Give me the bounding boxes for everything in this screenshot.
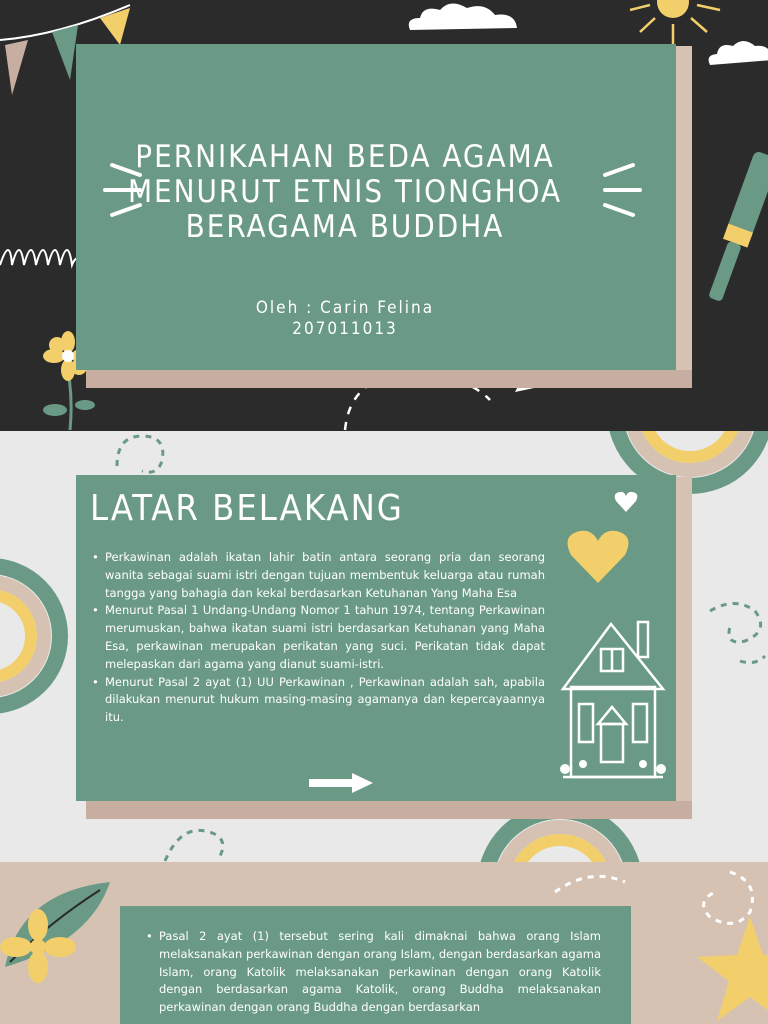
title-line: PERNIKAHAN BEDA AGAMA bbox=[135, 139, 555, 175]
arrow-right-icon bbox=[307, 771, 377, 795]
heart-icon bbox=[614, 491, 638, 513]
list-item: • Menurut Pasal 2 ayat (1) UU Perkawinan , Perkawinan adalah sah, apabila dilakukan menurut hukum masing-masing agamanya dan kepercayaannya itu. bbox=[90, 674, 545, 727]
title-line: MENURUT ETNIS TIONGHOA bbox=[127, 174, 563, 210]
dashed-swirl bbox=[112, 431, 172, 481]
chalk-squiggle bbox=[0, 235, 80, 275]
rainbow-decoration bbox=[0, 541, 80, 741]
list-item: • Menurut Pasal 1 Undang-Undang Nomor 1 tahun 1974, tentang Perkawinan merumuskan, bahwa ikatan suami istri berdasarkan Ketuhanan yang Maha Esa, perkawinan merupakan perikatan yang suci. Perikatan tidak dapat melepaskan dari agama yang dianut suami-istri. bbox=[90, 602, 545, 673]
dashed-swirl bbox=[550, 862, 630, 902]
flower-icon bbox=[0, 907, 80, 987]
bullet-list bbox=[90, 549, 545, 727]
author-name: Oleh : Carin Felina bbox=[255, 298, 435, 318]
bullet-list bbox=[144, 928, 601, 1017]
presentation-title bbox=[80, 140, 610, 245]
house-icon bbox=[553, 619, 673, 784]
cloud-icon bbox=[405, 0, 525, 40]
background-slide bbox=[0, 431, 768, 862]
student-id: 207011013 bbox=[292, 319, 398, 339]
author-block bbox=[80, 298, 610, 340]
title-slide bbox=[0, 0, 768, 431]
dashed-swirl bbox=[160, 816, 250, 862]
star-icon bbox=[695, 917, 768, 1024]
pencil-icon bbox=[705, 150, 768, 320]
list-item: • Perkawinan adalah ikatan lahir batin antara seorang pria dan seorang wanita sebagai suami istri dengan tujuan membentuk keluarga atau rumah tangga yang bahagia dan kekal berdasarkan Ketuhanan Yang Maha Esa bbox=[90, 549, 545, 602]
heart-icon bbox=[566, 527, 630, 585]
title-line: BERAGAMA BUDDHA bbox=[185, 209, 505, 245]
dashed-swirl bbox=[700, 591, 768, 671]
continuation-slide bbox=[0, 862, 768, 1024]
section-heading: LATAR BELAKANG bbox=[90, 488, 404, 529]
list-item: • Pasal 2 ayat (1) tersebut sering kali dimaknai bahwa orang Islam melaksanakan perkawinan dengan orang Islam, dengan berdasarkan agama Islam, orang Katolik melaksanakan perkawinan dengan orang Katolik dengan berdasarkan agama Katolik, orang Buddha melaksanakan perkawinan dengan orang Buddha dengan berdasarkan bbox=[144, 928, 601, 1017]
